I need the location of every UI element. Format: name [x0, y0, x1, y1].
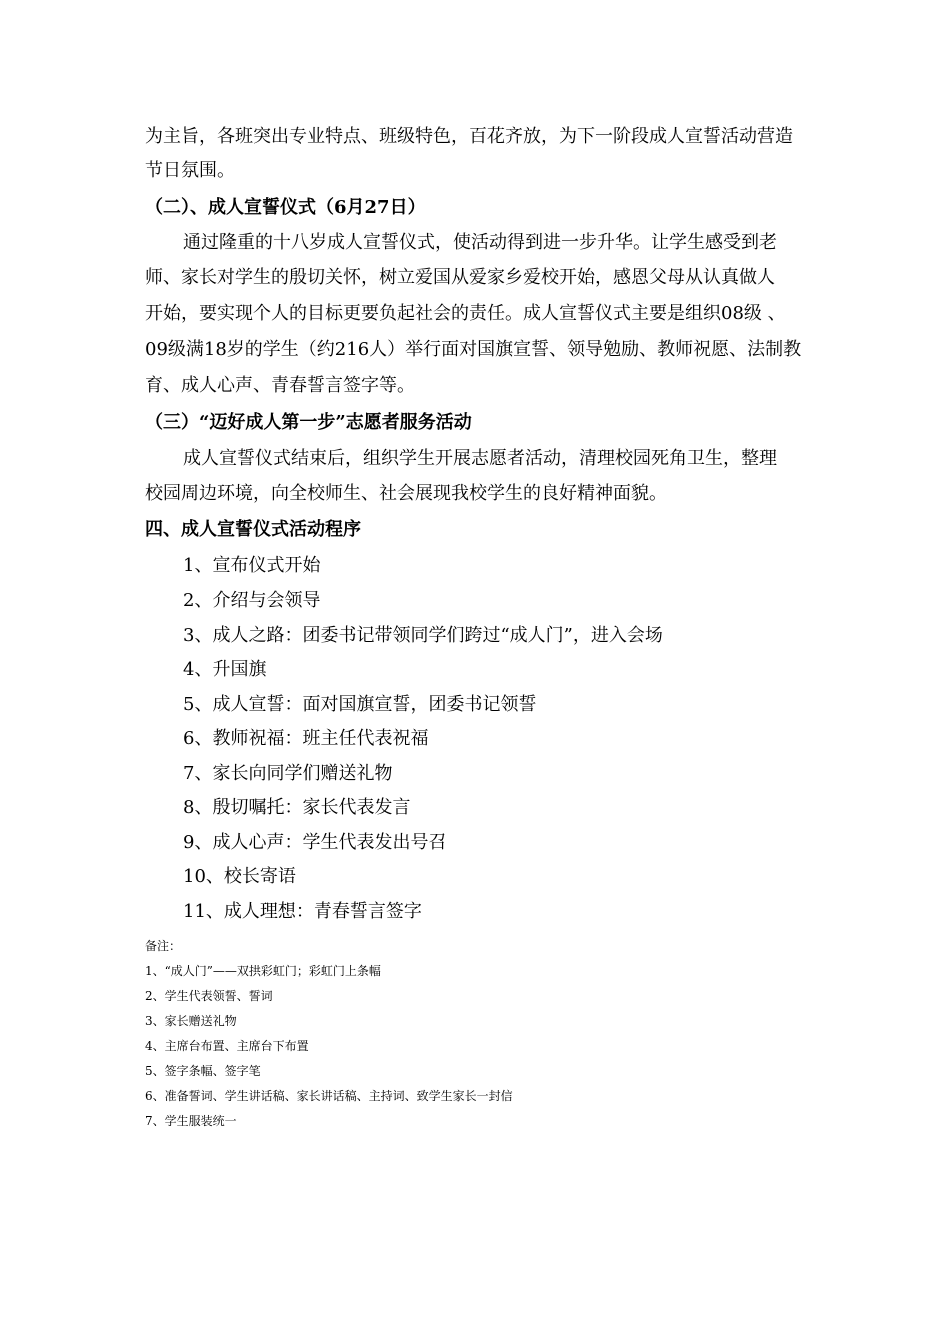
program-item-11: 11、成人理想：青春誓言签字 [183, 901, 422, 922]
program-item-5: 5、成人宣誓：面对国旗宣誓，团委书记领誓 [183, 694, 537, 715]
program-item-9: 9、成人心声：学生代表发出号召 [183, 832, 447, 853]
program-item-6: 6、教师祝福：班主任代表祝福 [183, 728, 429, 749]
notes-title: 备注： [145, 939, 182, 953]
intro-line-2: 节日氛围。 [145, 160, 235, 181]
program-item-7: 7、家长向同学们赠送礼物 [183, 763, 393, 784]
section-2-line-4: 09级满18岁的学生（约216人）举行面对国旗宣誓、领导勉励、教师祝愿、法制教 [145, 339, 802, 360]
note-item-2: 2、学生代表领誓、誓词 [145, 989, 273, 1003]
intro-line-1: 为主旨，各班突出专业特点、班级特色，百花齐放，为下一阶段成人宣誓活动营造 [145, 126, 793, 147]
note-item-3: 3、家长赠送礼物 [145, 1014, 237, 1028]
section-2-line-5: 育、成人心声、青春誓言签字等。 [145, 375, 415, 396]
section-2-line-3: 开始，要实现个人的目标更要负起社会的责任。成人宣誓仪式主要是组织08级 、 [145, 303, 786, 324]
note-item-1: 1、“成人门”——双拱彩虹门；彩虹门上条幅 [145, 964, 381, 978]
program-item-1: 1、宣布仪式开始 [183, 555, 321, 576]
section-3-line-1: 成人宣誓仪式结束后，组织学生开展志愿者活动，清理校园死角卫生，整理 [183, 448, 777, 469]
section-4-heading: 四、成人宣誓仪式活动程序 [145, 519, 361, 540]
program-item-2: 2、介绍与会领导 [183, 590, 321, 611]
section-3-heading: （三）“迈好成人第一步”志愿者服务活动 [145, 412, 472, 433]
note-item-6: 6、准备誓词、学生讲话稿、家长讲话稿、主持词、致学生家长一封信 [145, 1089, 513, 1103]
program-item-10: 10、校长寄语 [183, 866, 296, 887]
section-2-line-1: 通过隆重的十八岁成人宣誓仪式，使活动得到进一步升华。让学生感受到老 [183, 232, 777, 253]
program-item-3: 3、成人之路：团委书记带领同学们跨过“成人门”，进入会场 [183, 625, 663, 646]
section-2-line-2: 师、家长对学生的殷切关怀，树立爱国从爱家乡爱校开始，感恩父母从认真做人 [145, 267, 775, 288]
section-2-heading: （二）、成人宣誓仪式（6月27日） [145, 197, 426, 218]
program-item-8: 8、殷切嘱托：家长代表发言 [183, 797, 411, 818]
note-item-7: 7、学生服装统一 [145, 1114, 237, 1128]
section-3-line-2: 校园周边环境，向全校师生、社会展现我校学生的良好精神面貌。 [145, 483, 667, 504]
program-item-4: 4、升国旗 [183, 659, 267, 680]
note-item-4: 4、主席台布置、主席台下布置 [145, 1039, 309, 1053]
note-item-5: 5、签字条幅、签字笔 [145, 1064, 261, 1078]
